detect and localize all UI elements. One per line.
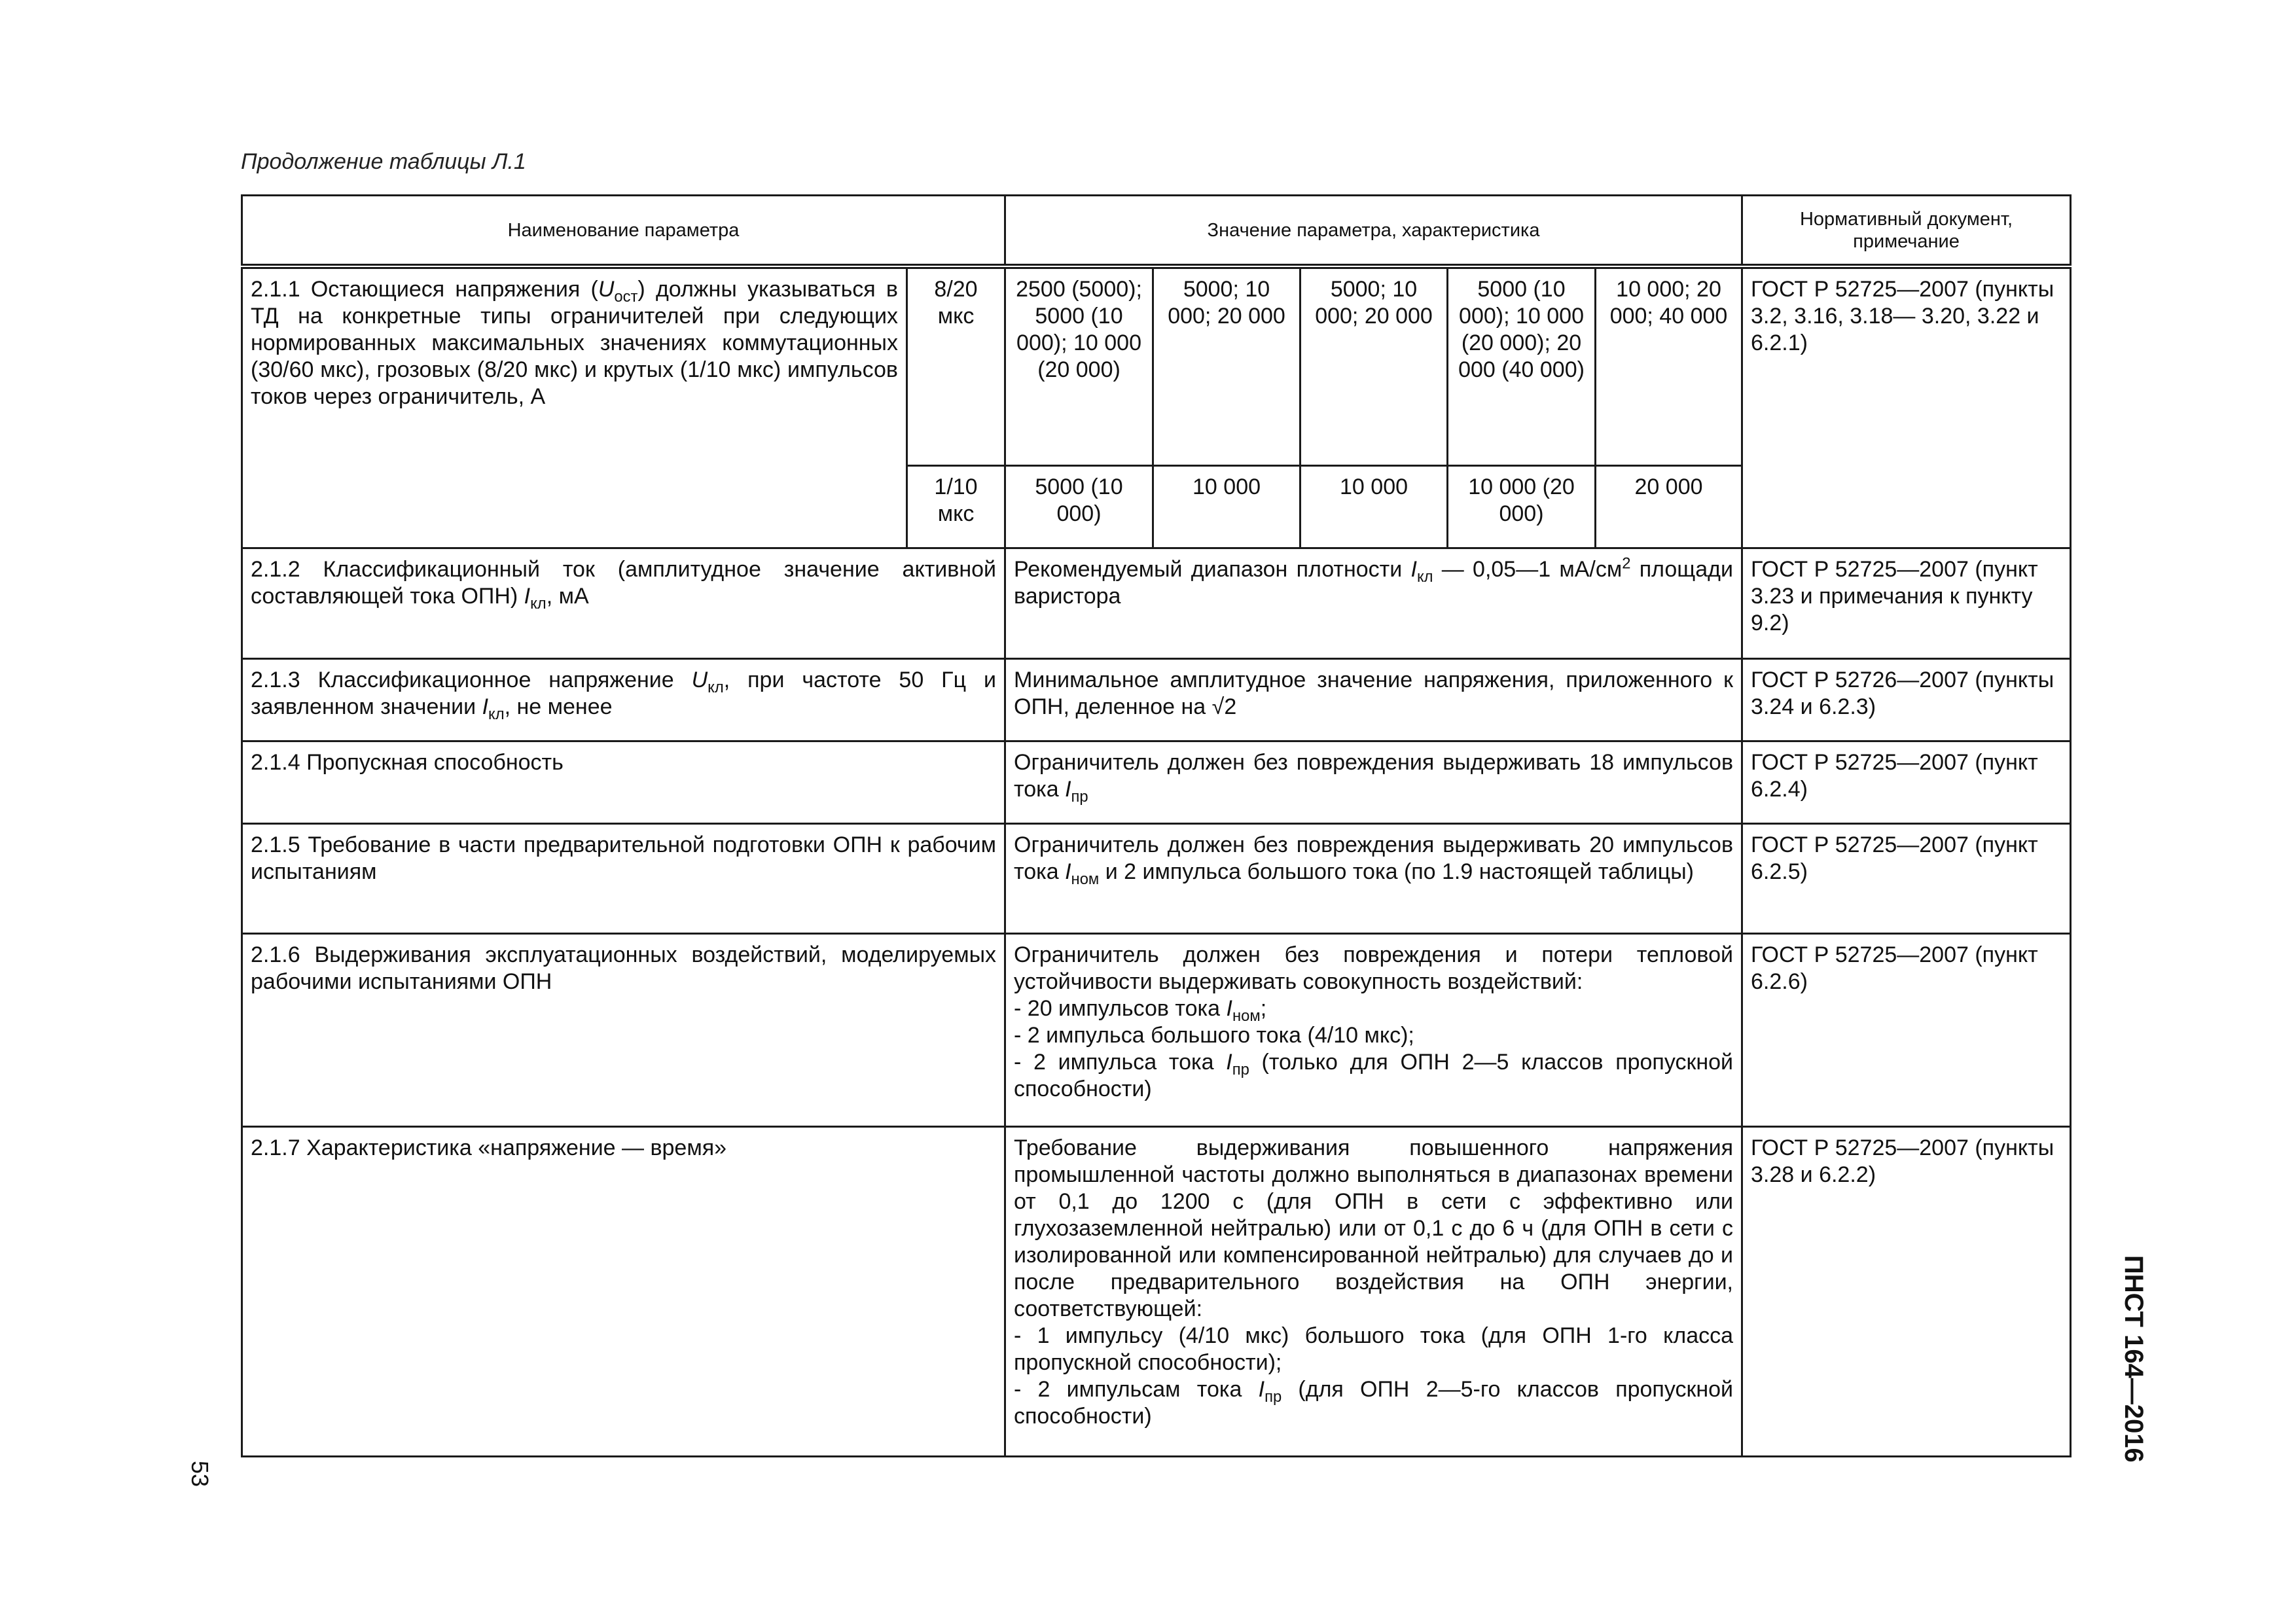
row-216-value: Ограничитель должен без повреждения и потери тепловой устойчивости выдерживать совокупность воздействий: - 20 импульсов тока $I_{ном}$; - 2 импульса большого тока (4/10 мкс); - 2 импульса тока $I_{пр}$ (только для ОПН 2—5 классов пропускной способности) [1005, 933, 1742, 1126]
value-cell: 5000 (10 000); 10 000 (20 000); 20 000 (40 000) [1448, 266, 1596, 465]
row-212-name: 2.1.2 Классификационный ток (амплитудное значение активной составляющей тока ОПН) $I_{кл}$, мА [242, 548, 1005, 658]
table-row [242, 658, 2071, 741]
table-row [242, 933, 2071, 1126]
value-cell: 5000; 10 000; 20 000 [1153, 266, 1300, 465]
row-211-norm: ГОСТ Р 52725—2007 (пункты 3.2, 3.16, 3.18— 3.20, 3.22 и 6.2.1) [1742, 266, 2071, 548]
row-217-name: 2.1.7 Характеристика «напряжение — время» [242, 1126, 1005, 1456]
row-214-name: 2.1.4 Пропускная способность [242, 741, 1005, 823]
header-norm: Нормативный документ, примечание [1742, 196, 2071, 267]
table-header-row [242, 196, 2071, 267]
row-215-value: Ограничитель должен без повреждения выдерживать 20 импульсов тока $I_{ном}$ и 2 импульса большого тока (по 1.9 настоящей таблицы) [1005, 823, 1742, 933]
row-213-value: Минимальное амплитудное значение напряжения, приложенного к ОПН, деленное на √2 [1005, 658, 1742, 741]
page-number: 53 [187, 1461, 213, 1488]
row-217-norm: ГОСТ Р 52725—2007 (пункты 3.28 и 6.2.2) [1742, 1126, 2071, 1456]
value-cell: 20 000 [1596, 465, 1742, 548]
row-216-name: 2.1.6 Выдерживания эксплуатационных воздействий, моделируемых рабочими испытаниями ОПН [242, 933, 1005, 1126]
value-cell: 2500 (5000); 5000 (10 000); 10 000 (20 000) [1005, 266, 1153, 465]
row-216-norm: ГОСТ Р 52725—2007 (пункт 6.2.6) [1742, 933, 2071, 1126]
impulse-1-10: 1/10 мкс [907, 465, 1005, 548]
row-213-norm: ГОСТ Р 52726—2007 (пункты 3.24 и 6.2.3) [1742, 658, 2071, 741]
table-row [242, 548, 2071, 658]
value-cell: 5000; 10 000; 20 000 [1300, 266, 1448, 465]
row-215-norm: ГОСТ Р 52725—2007 (пункт 6.2.5) [1742, 823, 2071, 933]
table-row [242, 266, 2071, 465]
impulse-8-20: 8/20 мкс [907, 266, 1005, 465]
row-211-name: 2.1.1 Остающиеся напряжения $(U_{ост})$ должны указываться в ТД на конкретные типы ограничителей при следующих нормированных максимальных значениях коммутационных (30/60 мкс), грозовых (8/20 мкс) и крутых (1/10 мкс) импульсов токов через ограничитель, А [242, 266, 907, 548]
row-213-name: 2.1.3 Классификационное напряжение $U_{кл}$, при частоте 50 Гц и заявленном значении $I_{кл}$, не менее [242, 658, 1005, 741]
table-caption: Продолжение таблицы Л.1 [241, 149, 526, 174]
row-212-value: Рекомендуемый диапазон плотности $I_{кл}$ — 0,05—1 $мА/см^2$ площади варистора [1005, 548, 1742, 658]
value-cell: 10 000; 20 000; 40 000 [1596, 266, 1742, 465]
row-214-norm: ГОСТ Р 52725—2007 (пункт 6.2.4) [1742, 741, 2071, 823]
value-cell: 10 000 [1153, 465, 1300, 548]
table-row [242, 741, 2071, 823]
row-212-norm: ГОСТ Р 52725—2007 (пункт 3.23 и примечания к пункту 9.2) [1742, 548, 2071, 658]
document-code: ПНСТ 164—2016 [2119, 1255, 2148, 1463]
header-name: Наименование параметра [242, 196, 1005, 267]
parameters-table [241, 194, 2072, 1457]
value-cell: 5000 (10 000) [1005, 465, 1153, 548]
row-214-value: Ограничитель должен без повреждения выдерживать 18 импульсов тока $I_{пр}$ [1005, 741, 1742, 823]
value-cell: 10 000 (20 000) [1448, 465, 1596, 548]
table-row [242, 1126, 2071, 1456]
header-value: Значение параметра, характеристика [1005, 196, 1742, 267]
row-217-value: Требование выдерживания повышенного напряжения промышленной частоты должно выполняться в диапазонах времени от 0,1 до 1200 с (для ОПН в сети с эффективно или глухозаземленной нейтралью) или от 0,1 с до 6 ч (для ОПН в сети с изолированной или компенсированной нейтралью) для случаев до и после предварительного воздействия на ОПН энергии, соответствующей: - 1 импульсу (4/10 мкс) большого тока (для ОПН 1-го класса пропускной способности); - 2 импульсам тока $I_{пр}$ (для ОПН 2—5-го классов пропускной способности) [1005, 1126, 1742, 1456]
value-cell: 10 000 [1300, 465, 1448, 548]
row-215-name: 2.1.5 Требование в части предварительной подготовки ОПН к рабочим испытаниям [242, 823, 1005, 933]
table-row [242, 823, 2071, 933]
